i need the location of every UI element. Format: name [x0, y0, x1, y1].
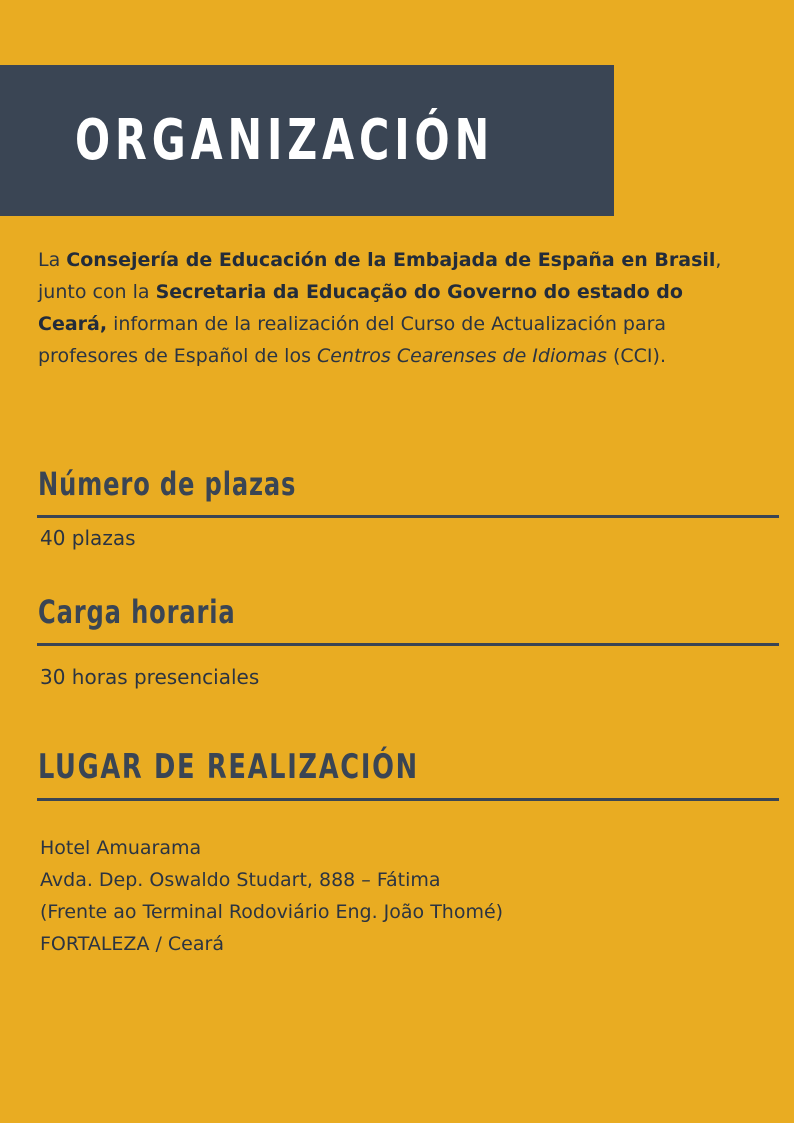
plazas-value: 40 plazas — [40, 526, 136, 550]
intro-text-2: , junto con la — [38, 249, 722, 303]
page-title: ORGANIZACIÓN — [75, 108, 495, 173]
venue-landmark: (Frente ao Terminal Rodoviário Eng. João Thomé) — [40, 901, 504, 923]
intro-organization-2: Secretaria da Educação do Governo do estado do Ceará, — [38, 281, 683, 335]
carga-heading: Carga horaria — [38, 593, 236, 631]
plazas-divider — [37, 515, 779, 518]
carga-divider — [37, 643, 779, 646]
venue-address — [40, 832, 503, 960]
venue-street: Avda. Dep. Oswaldo Studart, 888 – Fátima — [40, 869, 441, 891]
venue-name: Hotel Amuarama — [40, 837, 202, 859]
venue-city: FORTALEZA / Ceará — [40, 933, 224, 955]
intro-centres-name: Centros Cearenses de Idiomas — [317, 345, 607, 367]
lugar-heading: LUGAR DE REALIZACIÓN — [38, 747, 419, 787]
carga-value: 30 horas presenciales — [40, 665, 260, 689]
intro-text-4: (CCI). — [606, 345, 666, 367]
intro-paragraph — [38, 244, 758, 372]
lugar-divider — [37, 798, 779, 801]
intro-text-3: informan de la realización del Curso de Actualización para profesores de Español de los — [38, 313, 667, 367]
intro-text-1: La — [38, 249, 67, 271]
intro-organization-1: Consejería de Educación de la Embajada de España en Brasil — [66, 249, 716, 271]
plazas-heading: Número de plazas — [38, 465, 297, 503]
